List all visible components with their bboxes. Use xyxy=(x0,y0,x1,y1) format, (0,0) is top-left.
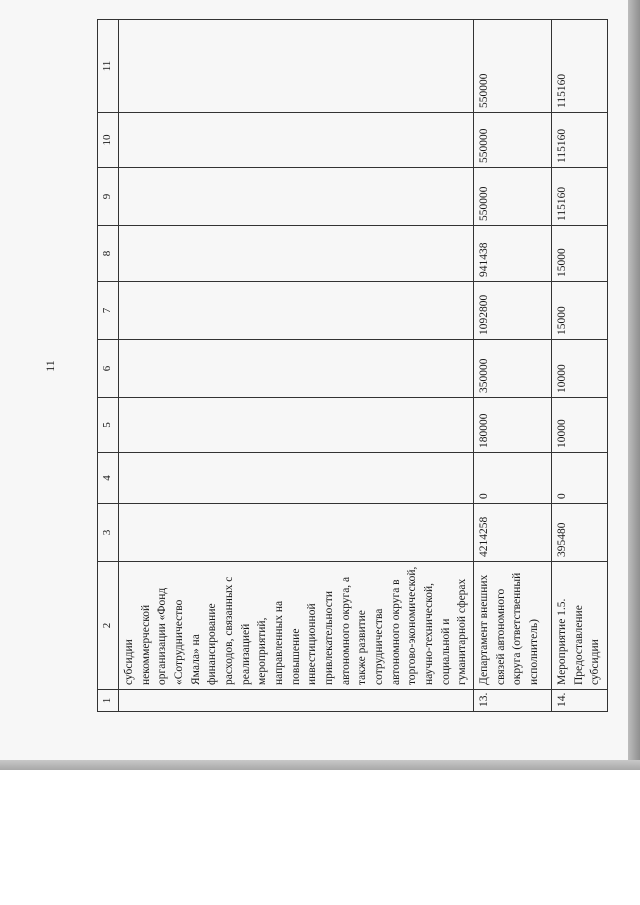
column-header: 5 xyxy=(98,398,119,453)
column-header: 9 xyxy=(98,168,119,226)
row-name: Департамент внешних связей автономного округа (ответственный исполнитель) xyxy=(474,562,552,690)
cell-value xyxy=(118,226,473,282)
cell-value xyxy=(118,398,473,453)
cell-value xyxy=(118,340,473,398)
cell-value: 10000 xyxy=(552,398,608,453)
cell-value xyxy=(118,20,473,113)
cell-value: 0 xyxy=(474,453,552,504)
cell-value: 115160 xyxy=(552,113,608,168)
cell-value: 1092800 xyxy=(474,282,552,340)
column-header: 10 xyxy=(98,113,119,168)
row-name: Мероприятие 1.5. Предоставление субсидии xyxy=(552,562,608,690)
cell-value xyxy=(118,504,473,562)
budget-table xyxy=(97,19,608,712)
cell-value: 0 xyxy=(552,453,608,504)
row-name: субсидии некоммерческой организации «Фонд «Сотрудничество Ямала» на финансирование расходов, связанных с реализацией мероприятий, направленных на повышение инвестиционной привлекательности автономного округа, а также развитие сотрудничества автономного округа в торгово-экономической, научно-технической, социальной и гуманитарной сферах xyxy=(118,562,473,690)
column-header: 8 xyxy=(98,226,119,282)
cell-value xyxy=(118,282,473,340)
cell-value: 10000 xyxy=(552,340,608,398)
row-number xyxy=(118,690,473,712)
page-number: 11 xyxy=(43,360,57,372)
table-row xyxy=(552,20,608,712)
rotated-page-content xyxy=(43,20,602,712)
cell-value xyxy=(118,113,473,168)
scan-edge-bottom xyxy=(0,760,640,770)
column-header: 6 xyxy=(98,340,119,398)
cell-value xyxy=(118,453,473,504)
table-row xyxy=(118,20,473,712)
blank-margin xyxy=(0,770,640,905)
scan-edge-right xyxy=(628,0,640,770)
cell-value: 550000 xyxy=(474,20,552,113)
cell-value: 115160 xyxy=(552,20,608,113)
column-header: 4 xyxy=(98,453,119,504)
cell-value: 550000 xyxy=(474,113,552,168)
cell-value: 15000 xyxy=(552,226,608,282)
cell-value xyxy=(118,168,473,226)
row-number: 13. xyxy=(474,690,552,712)
cell-value: 395480 xyxy=(552,504,608,562)
table-row xyxy=(474,20,552,712)
row-number: 14. xyxy=(552,690,608,712)
cell-value: 550000 xyxy=(474,168,552,226)
column-header: 11 xyxy=(98,20,119,113)
cell-value: 350000 xyxy=(474,340,552,398)
cell-value: 15000 xyxy=(552,282,608,340)
column-header: 7 xyxy=(98,282,119,340)
cell-value: 941438 xyxy=(474,226,552,282)
column-header: 3 xyxy=(98,504,119,562)
cell-value: 4214258 xyxy=(474,504,552,562)
column-header: 1 xyxy=(98,690,119,712)
table-header-row xyxy=(98,20,119,712)
cell-value: 115160 xyxy=(552,168,608,226)
column-header: 2 xyxy=(98,562,119,690)
cell-value: 180000 xyxy=(474,398,552,453)
